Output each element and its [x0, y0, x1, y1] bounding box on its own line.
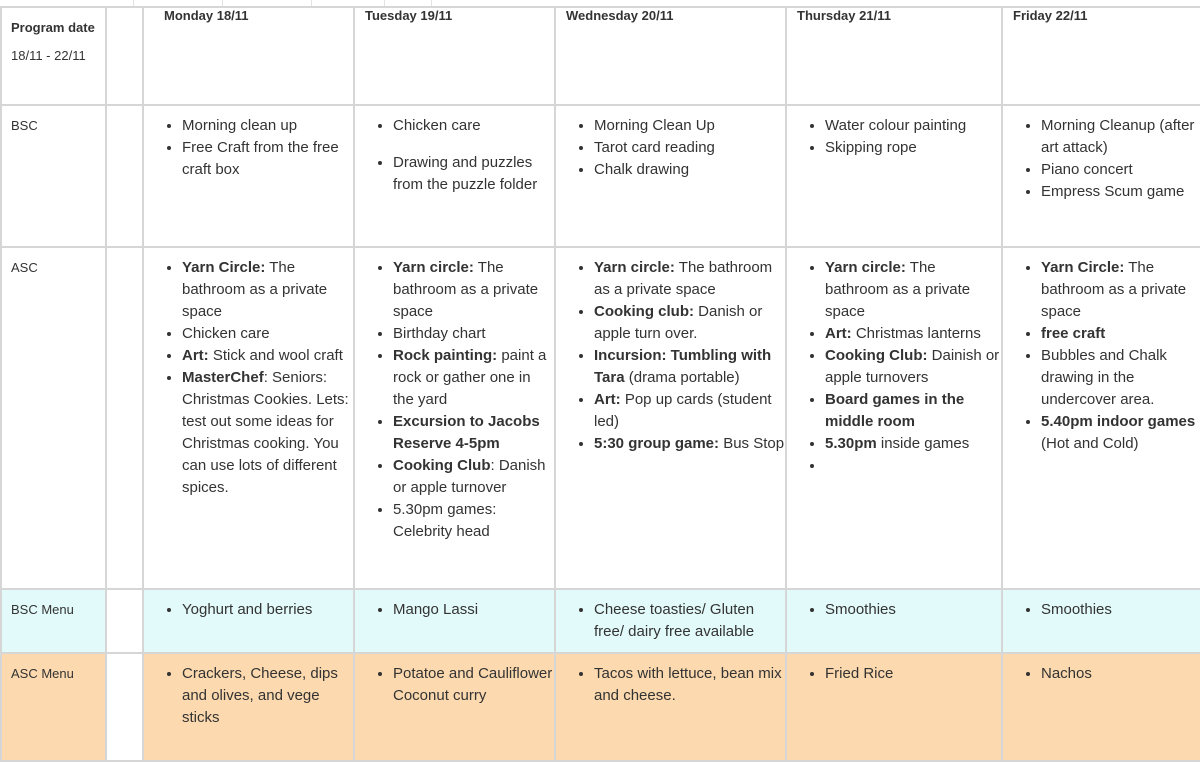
list-item: • Potatoe and Cauliflower Coconut curry — [393, 663, 554, 707]
list-item: • Tarot card reading — [594, 137, 785, 159]
row-label-asc-menu: ASC Menu — [1, 653, 106, 761]
day-header-cell — [786, 7, 1002, 105]
list-item: • Board games in the middle room — [825, 389, 1001, 433]
list-item: • Nachos — [1041, 663, 1200, 685]
bsc-cell-thursday — [786, 105, 1002, 247]
list-item: • Yarn circle: The bathroom as a private space — [825, 257, 1001, 323]
list-item: • Bubbles and Chalk drawing in the undercover area. — [1041, 345, 1200, 411]
asc-cell-thursday — [786, 247, 1002, 589]
list-item: • Rock painting: paint a rock or gather one in the yard — [393, 345, 554, 411]
day-header-cell — [354, 7, 555, 105]
list-item: • Cheese toasties/ Gluten free/ dairy free available — [594, 599, 785, 643]
list-item: • Free Craft from the free craft box — [182, 137, 353, 181]
list-item: • Incursion: Tumbling with Tara (drama portable) — [594, 345, 785, 389]
list-item: • Skipping rope — [825, 137, 1001, 159]
list-item: • Yarn Circle: The bathroom as a private space — [1041, 257, 1200, 323]
bsc-cell-friday — [1002, 105, 1200, 247]
list-item: • Chicken care — [182, 323, 353, 345]
list-item: • Yarn Circle: The bathroom as a private space — [182, 257, 353, 323]
row-label-bsc: BSC — [1, 105, 106, 247]
list-item: • 5.30pm inside games — [825, 433, 1001, 455]
bsc-row — [1, 105, 1200, 247]
blank-cell — [106, 653, 143, 761]
list-item: • Drawing and puzzles from the puzzle folder — [393, 152, 554, 196]
list-item: • Morning clean up — [182, 115, 353, 137]
list-item: • Yarn circle: The bathroom as a private space — [393, 257, 554, 323]
asc-menu-monday — [143, 653, 354, 761]
list-item-empty — [825, 455, 1001, 477]
list-item: • Piano concert — [1041, 159, 1200, 181]
list-item: • 5:30 group game: Bus Stop — [594, 433, 785, 455]
asc-row — [1, 247, 1200, 589]
list-item: • Chicken care — [393, 115, 554, 137]
blank-cell — [106, 7, 143, 105]
day-header-cell — [143, 7, 354, 105]
list-item: • Excursion to Jacobs Reserve 4-5pm — [393, 411, 554, 455]
asc-cell-wednesday — [555, 247, 786, 589]
program-date-label: Program date — [11, 20, 95, 35]
list-item: • Yarn circle: The bathroom as a private space — [594, 257, 785, 301]
list-item: • Smoothies — [825, 599, 1001, 621]
list-item: • Chalk drawing — [594, 159, 785, 181]
program-date-cell — [1, 7, 106, 105]
day-header-tuesday: Tuesday 19/11 — [365, 8, 453, 23]
bsc-cell-monday — [143, 105, 354, 247]
asc-cell-friday — [1002, 247, 1200, 589]
day-header-monday: Monday 18/11 — [164, 8, 249, 23]
day-header-thursday: Thursday 21/11 — [797, 8, 891, 23]
list-item: • 5.30pm games: Celebrity head — [393, 499, 554, 543]
asc-menu-wednesday — [555, 653, 786, 761]
day-header-friday: Friday 22/11 — [1013, 8, 1088, 23]
list-item: • Cooking Club: Danish or apple turnover — [393, 455, 554, 499]
date-range: 18/11 - 22/11 — [11, 48, 86, 63]
bsc-menu-tuesday — [354, 589, 555, 653]
day-header-wednesday: Wednesday 20/11 — [566, 8, 674, 23]
list-item: • Yoghurt and berries — [182, 599, 353, 621]
list-item: • Crackers, Cheese, dips and olives, and vege sticks — [182, 663, 353, 729]
list-item: • Mango Lassi — [393, 599, 554, 621]
list-item: • Art: Pop up cards (student led) — [594, 389, 785, 433]
asc-cell-monday — [143, 247, 354, 589]
asc-menu-friday — [1002, 653, 1200, 761]
list-item: • Morning Clean Up — [594, 115, 785, 137]
blank-cell — [106, 589, 143, 653]
bsc-menu-monday — [143, 589, 354, 653]
list-item: • Art: Stick and wool craft — [182, 345, 353, 367]
day-header-cell — [1002, 7, 1200, 105]
list-item: • free craft — [1041, 323, 1200, 345]
row-label-bsc-menu: BSC Menu — [1, 589, 106, 653]
list-item: • MasterChef: Seniors: Christmas Cookies. Lets: test out some ideas for Christmas cooking. You can use lots of different spices. — [182, 367, 353, 499]
header-row — [1, 7, 1200, 105]
list-item: • Water colour painting — [825, 115, 1001, 137]
row-label-asc: ASC — [1, 247, 106, 589]
bsc-cell-wednesday — [555, 105, 786, 247]
blank-cell — [106, 105, 143, 247]
list-item: • Art: Christmas lanterns — [825, 323, 1001, 345]
bsc-menu-wednesday — [555, 589, 786, 653]
bsc-cell-tuesday — [354, 105, 555, 247]
asc-menu-thursday — [786, 653, 1002, 761]
list-item: • Empress Scum game — [1041, 181, 1200, 203]
list-item: • Birthday chart — [393, 323, 554, 345]
list-item: • 5.40pm indoor games (Hot and Cold) — [1041, 411, 1200, 455]
list-item: • Smoothies — [1041, 599, 1200, 621]
list-item: • Cooking Club: Dainish or apple turnovers — [825, 345, 1001, 389]
asc-cell-tuesday — [354, 247, 555, 589]
list-item: • Fried Rice — [825, 663, 1001, 685]
asc-menu-tuesday — [354, 653, 555, 761]
bsc-menu-thursday — [786, 589, 1002, 653]
blank-cell — [106, 247, 143, 589]
bsc-menu-friday — [1002, 589, 1200, 653]
asc-menu-row — [1, 653, 1200, 761]
day-header-cell — [555, 7, 786, 105]
bsc-menu-row — [1, 589, 1200, 653]
list-item: • Cooking club: Danish or apple turn over. — [594, 301, 785, 345]
list-item: • Tacos with lettuce, bean mix and cheese. — [594, 663, 785, 707]
list-item: • Morning Cleanup (after art attack) — [1041, 115, 1200, 159]
program-table — [0, 6, 1200, 762]
